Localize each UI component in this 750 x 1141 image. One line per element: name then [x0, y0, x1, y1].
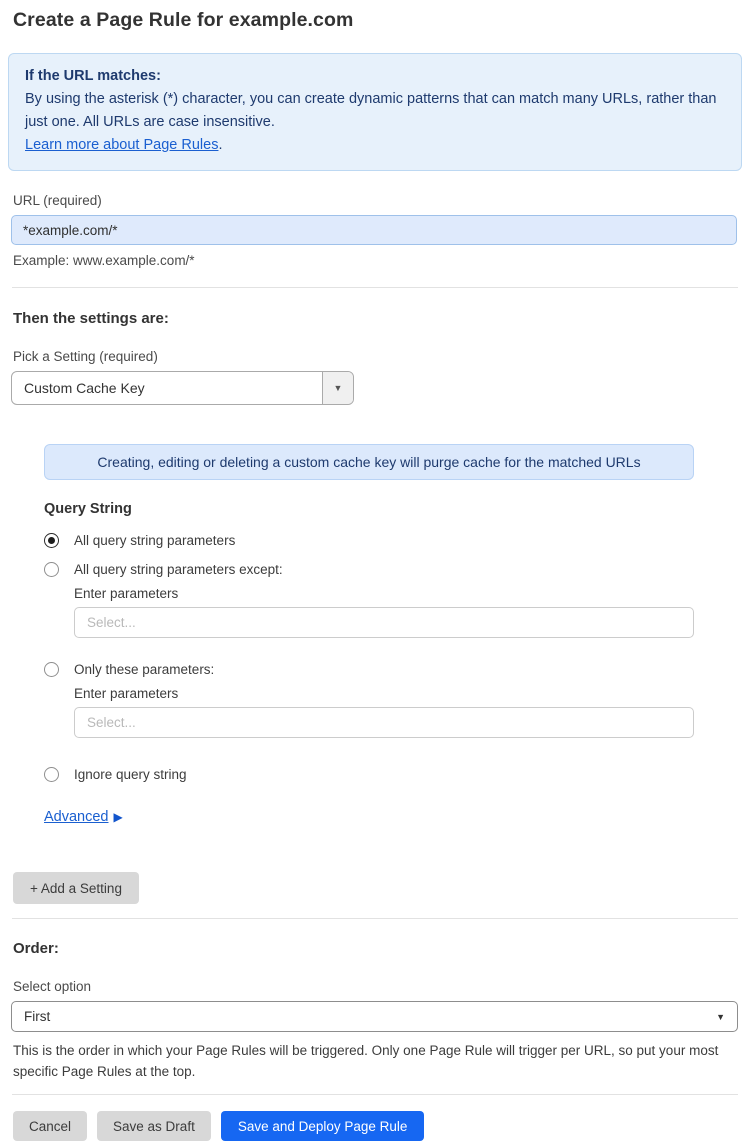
enter-parameters-label: Enter parameters [74, 586, 179, 601]
url-example-hint: Example: www.example.com/* [13, 253, 195, 268]
radio-label[interactable]: Only these parameters: [74, 662, 215, 677]
link-period: . [218, 137, 223, 153]
radio-row-ignore [44, 767, 737, 782]
order-select-label: Select option [13, 979, 92, 994]
divider [12, 1094, 738, 1095]
url-input[interactable]: *example.com/* [11, 215, 737, 245]
page-title: Create a Page Rule for example.com [13, 9, 354, 31]
divider [12, 918, 738, 919]
url-label: URL (required) [13, 193, 102, 208]
parameters-multiselect-only[interactable]: Select... [74, 707, 694, 738]
radio-all-params[interactable] [44, 533, 59, 548]
footer-actions [13, 1111, 737, 1141]
divider [12, 287, 738, 288]
setting-dropdown-value: Custom Cache Key [24, 380, 145, 396]
save-as-draft-button[interactable]: Save as Draft [97, 1111, 211, 1141]
radio-label[interactable]: Ignore query string [74, 767, 187, 782]
learn-more-link[interactable]: Learn more about Page Rules [25, 137, 219, 153]
settings-heading: Then the settings are: [13, 310, 169, 327]
enter-parameters-label: Enter parameters [74, 686, 179, 701]
info-box-link-line [25, 134, 725, 157]
add-setting-button[interactable]: + Add a Setting [13, 872, 139, 904]
advanced-link[interactable]: Advanced [44, 809, 109, 825]
radio-label[interactable]: All query string parameters [74, 533, 236, 548]
radio-all-except[interactable] [44, 562, 59, 577]
cache-purge-notice: Creating, editing or deleting a custom cache key will purge cache for the matched URLs [44, 444, 694, 480]
cancel-button[interactable]: Cancel [13, 1111, 87, 1141]
radio-row-all-params [44, 533, 737, 548]
caret-right-icon: ▶ [113, 810, 123, 824]
setting-dropdown[interactable] [11, 371, 354, 405]
radio-label[interactable]: All query string parameters except: [74, 562, 283, 577]
url-match-info-box [8, 53, 742, 171]
radio-only-these[interactable] [44, 662, 59, 677]
query-string-heading: Query String [44, 501, 132, 517]
pick-setting-label: Pick a Setting (required) [13, 349, 158, 364]
order-dropdown-value: First [24, 1009, 51, 1024]
advanced-row [44, 809, 737, 825]
order-help-text: This is the order in which your Page Rules will be triggered. Only one Page Rule will trigger per URL, so put your most specific Page Rules at the top. [13, 1043, 719, 1079]
radio-ignore-qs[interactable] [44, 767, 59, 782]
chevron-down-icon[interactable]: ▼ [322, 372, 353, 404]
order-dropdown[interactable] [11, 1001, 738, 1032]
radio-row-only-these [44, 662, 737, 677]
radio-row-all-except [44, 562, 737, 577]
chevron-down-icon: ▼ [716, 1011, 725, 1022]
save-and-deploy-button[interactable]: Save and Deploy Page Rule [221, 1111, 425, 1141]
order-heading: Order: [13, 940, 59, 957]
info-box-body: By using the asterisk (*) character, you can create dynamic patterns that can match many URLs, rather than just one. All URLs are case insensitive. [25, 91, 717, 130]
parameters-multiselect-except[interactable]: Select... [74, 607, 694, 638]
info-box-heading: If the URL matches: [25, 68, 161, 84]
